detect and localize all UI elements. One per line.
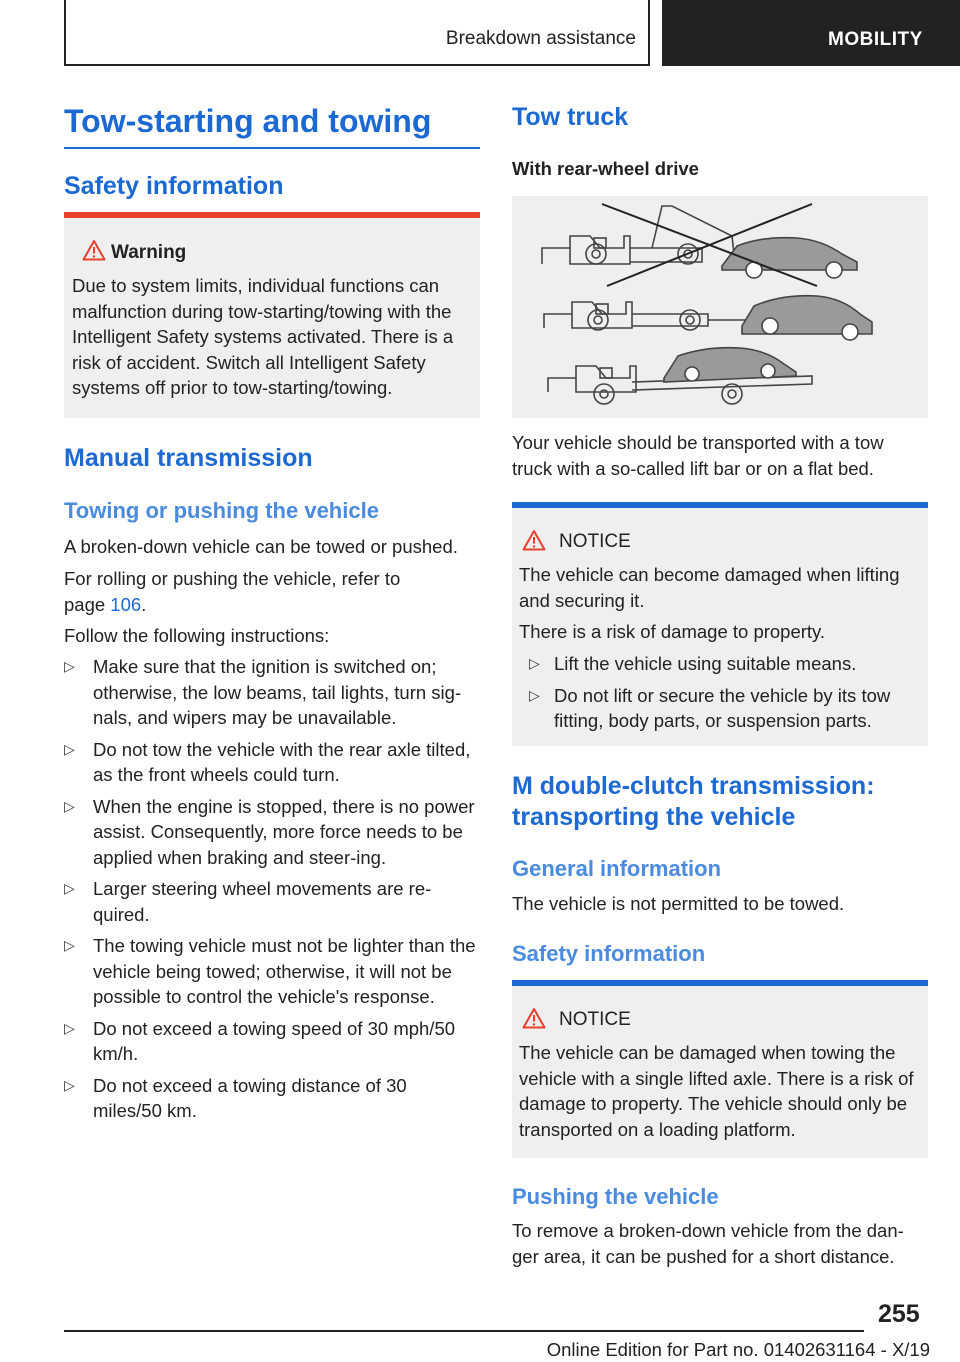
general-subheading: General information [512, 856, 722, 881]
page-link[interactable]: 106 [110, 593, 142, 615]
list-item: ▷ When the engine is stopped, there is no power assist. Consequently, more force needs to be applied when braking and steer-ing. [64, 795, 475, 868]
notice-bar [512, 502, 928, 508]
bullet-marker-icon: ▷ [64, 937, 75, 953]
pushing-subheading: Pushing the vehicle [512, 1184, 719, 1209]
list-item: ▷ Do not lift or secure the vehicle by its tow fitting, body parts, or suspension parts. [529, 684, 891, 731]
page-number: 255 [878, 1300, 920, 1328]
tow-truck-heading: Tow truck [512, 103, 629, 131]
notice-icon [522, 529, 546, 551]
bullet-marker-icon: ▷ [64, 740, 75, 757]
footer-rule [64, 1330, 864, 1332]
list-item: ▷ The towing vehicle must not be lighter than the vehicle being towed; otherwise, it will not be possible to control the vehicle's response. [64, 935, 476, 1007]
safety-heading: Safety information [64, 172, 284, 200]
reference-text: For rolling or pushing the vehicle, refer to page 106. [64, 568, 401, 615]
list-item: ▷ Make sure that the ignition is switched on; otherwise, the low beams, tail lights, turn sig-nals, and wipers may be unavailable. [64, 656, 462, 728]
warning-bar [64, 212, 480, 218]
instruction-list [64, 654, 480, 1130]
notice-box-lifting [512, 502, 928, 746]
bullet-marker-icon: ▷ [64, 1019, 75, 1036]
header-chapter-label: MOBILITY [828, 29, 923, 50]
reference-sentence: For rolling or pushing the vehicle, refer to [64, 568, 401, 589]
safety-subheading: Safety information [512, 941, 706, 966]
footer-edition: Online Edition for Part no. 01402631164 - X/19 [546, 1339, 930, 1360]
bullet-marker-icon: ▷ [64, 1076, 75, 1093]
pushing-text: To remove a broken-down vehicle from the dan-ger area, it can be pushed for a short distance. [512, 1220, 904, 1267]
notice-bar [512, 980, 928, 986]
list-item: ▷ Do not tow the vehicle with the rear axle tilted, as the front wheels could turn. [64, 738, 471, 785]
bullet-marker-icon: ▷ [64, 658, 75, 674]
manual-heading: Manual transmission [64, 444, 313, 472]
general-text: The vehicle is not permitted to be towed. [512, 893, 845, 914]
mdct-heading: M double-clutch transmission: transporting the vehicle [512, 772, 875, 831]
page-title: Tow-starting and towing [64, 103, 432, 139]
warning-box [64, 212, 480, 418]
tow-transport-text: Your vehicle should be transported with a tow truck with a so-called lift bar or on a flat bed. [512, 432, 884, 479]
notice-title: NOTICE [559, 1009, 631, 1030]
title-rule [64, 147, 480, 149]
notice-body: The vehicle can become damaged when lifting and securing it. [519, 564, 900, 611]
notice-risk: There is a risk of damage to property. [519, 621, 826, 642]
bullet-marker-icon: ▷ [529, 655, 540, 671]
notice-body: The vehicle can be damaged when towing the vehicle with a single lifted axle. There is a risk of damage to property. The vehicle should only be transported on a loading platform. [519, 1042, 914, 1140]
notice-title: NOTICE [559, 531, 631, 552]
warning-body: Due to system limits, individual functions can malfunction during tow-starting/towing with the Intelligent Safety systems activated. There is a risk of accident. Switch all Intelligent Safety systems off prior to tow-starting/towing. [72, 275, 454, 398]
towing-subheading: Towing or pushing the vehicle [64, 498, 379, 523]
list-item: ▷ Larger steering wheel movements are re-quired. [64, 878, 432, 925]
tow-truck-illustration [512, 196, 928, 418]
warning-title: Warning [111, 242, 187, 263]
list-item: ▷ Do not exceed a towing distance of 30 miles/50 km. [64, 1074, 407, 1121]
follow-text: Follow the following instructions: [64, 625, 330, 646]
bullet-marker-icon: ▷ [529, 686, 540, 703]
rwd-label: With rear-wheel drive [512, 158, 699, 179]
towing-intro: A broken-down vehicle can be towed or pushed. [64, 536, 458, 557]
notice-icon [522, 1007, 546, 1029]
bullet-marker-icon: ▷ [64, 880, 75, 896]
list-item: ▷ Lift the vehicle using suitable means. [519, 651, 924, 677]
reference-page-prefix: page [64, 593, 106, 615]
notice-box-towing [512, 980, 928, 1158]
warning-icon [82, 239, 106, 261]
bullet-marker-icon: ▷ [64, 797, 75, 814]
header-section-title: Breakdown assistance [445, 28, 636, 49]
list-item: ▷ Do not exceed a towing speed of 30 mph/50 km/h. [64, 1017, 456, 1064]
header-chapter-tab [662, 0, 960, 66]
notice-list [519, 651, 924, 740]
tow-trucks-image [512, 196, 928, 418]
